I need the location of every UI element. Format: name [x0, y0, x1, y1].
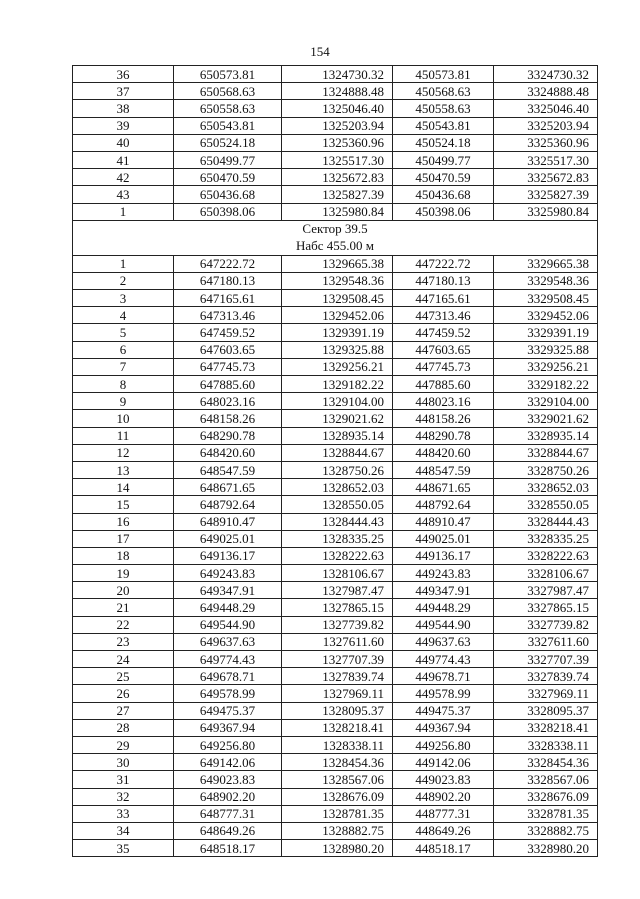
x-alt-coordinate-cell: 450398.06: [393, 203, 494, 220]
point-number-cell: 2: [73, 272, 174, 289]
y-alt-coordinate-cell: 3325827.39: [494, 186, 598, 203]
x-coordinate-cell: 649475.37: [174, 702, 282, 719]
x-coordinate-cell: 649578.99: [174, 685, 282, 702]
point-number-cell: 32: [73, 788, 174, 805]
y-alt-coordinate-cell: 3329256.21: [494, 358, 598, 375]
x-coordinate-cell: 650398.06: [174, 203, 282, 220]
y-coordinate-cell: 1325360.96: [282, 134, 393, 151]
y-alt-coordinate-cell: 3328676.09: [494, 788, 598, 805]
x-coordinate-cell: 650543.81: [174, 117, 282, 134]
y-coordinate-cell: 1329182.22: [282, 376, 393, 393]
x-alt-coordinate-cell: 450436.68: [393, 186, 494, 203]
y-coordinate-cell: 1327865.15: [282, 599, 393, 616]
x-alt-coordinate-cell: 447459.52: [393, 324, 494, 341]
x-alt-coordinate-cell: 447885.60: [393, 376, 494, 393]
point-number-cell: 22: [73, 616, 174, 633]
table-row: [73, 788, 598, 805]
table-row: [73, 134, 598, 151]
table-row: [73, 496, 598, 513]
x-alt-coordinate-cell: 448910.47: [393, 513, 494, 530]
y-alt-coordinate-cell: 3328652.03: [494, 479, 598, 496]
point-number-cell: 31: [73, 771, 174, 788]
y-coordinate-cell: 1328335.25: [282, 530, 393, 547]
y-alt-coordinate-cell: 3329548.36: [494, 272, 598, 289]
y-alt-coordinate-cell: 3328980.20: [494, 840, 598, 857]
point-number-cell: 18: [73, 547, 174, 564]
y-alt-coordinate-cell: 3328444.43: [494, 513, 598, 530]
x-alt-coordinate-cell: 450573.81: [393, 66, 494, 83]
point-number-cell: 27: [73, 702, 174, 719]
point-number-cell: 11: [73, 427, 174, 444]
table-row: [73, 685, 598, 702]
table-row: [73, 341, 598, 358]
x-alt-coordinate-cell: 448518.17: [393, 840, 494, 857]
point-number-cell: 3: [73, 290, 174, 307]
x-coordinate-cell: 649678.71: [174, 668, 282, 685]
point-number-cell: 7: [73, 358, 174, 375]
y-alt-coordinate-cell: 3328222.63: [494, 547, 598, 564]
point-number-cell: 28: [73, 719, 174, 736]
y-alt-coordinate-cell: 3328454.36: [494, 754, 598, 771]
point-number-cell: 26: [73, 685, 174, 702]
x-alt-coordinate-cell: 449544.90: [393, 616, 494, 633]
x-alt-coordinate-cell: 449142.06: [393, 754, 494, 771]
y-alt-coordinate-cell: 3328935.14: [494, 427, 598, 444]
y-coordinate-cell: 1329452.06: [282, 307, 393, 324]
point-number-cell: 12: [73, 444, 174, 461]
point-number-cell: 1: [73, 255, 174, 272]
table-row: [73, 547, 598, 564]
table-row: [73, 255, 598, 272]
y-alt-coordinate-cell: 3329508.45: [494, 290, 598, 307]
point-number-cell: 24: [73, 651, 174, 668]
x-coordinate-cell: 648792.64: [174, 496, 282, 513]
y-coordinate-cell: 1328750.26: [282, 461, 393, 478]
table-row: [73, 651, 598, 668]
x-coordinate-cell: 648649.26: [174, 822, 282, 839]
table-row: [73, 393, 598, 410]
x-alt-coordinate-cell: 448671.65: [393, 479, 494, 496]
y-coordinate-cell: 1327987.47: [282, 582, 393, 599]
y-coordinate-cell: 1328454.36: [282, 754, 393, 771]
table-row: [73, 427, 598, 444]
y-coordinate-cell: 1325517.30: [282, 151, 393, 168]
y-alt-coordinate-cell: 3328095.37: [494, 702, 598, 719]
point-number-cell: 1: [73, 203, 174, 220]
y-alt-coordinate-cell: 3325203.94: [494, 117, 598, 134]
x-coordinate-cell: 647459.52: [174, 324, 282, 341]
section-title: Сектор 39.5: [302, 221, 368, 237]
x-coordinate-cell: 649256.80: [174, 736, 282, 753]
y-coordinate-cell: 1328935.14: [282, 427, 393, 444]
x-coordinate-cell: 649544.90: [174, 616, 282, 633]
point-number-cell: 15: [73, 496, 174, 513]
point-number-cell: 5: [73, 324, 174, 341]
x-alt-coordinate-cell: 449475.37: [393, 702, 494, 719]
table-row: [73, 702, 598, 719]
table-row: [73, 376, 598, 393]
point-number-cell: 29: [73, 736, 174, 753]
x-coordinate-cell: 650436.68: [174, 186, 282, 203]
y-alt-coordinate-cell: 3325046.40: [494, 100, 598, 117]
x-alt-coordinate-cell: 448547.59: [393, 461, 494, 478]
y-coordinate-cell: 1328676.09: [282, 788, 393, 805]
x-alt-coordinate-cell: 448777.31: [393, 805, 494, 822]
x-coordinate-cell: 649243.83: [174, 565, 282, 582]
table-row: [73, 736, 598, 753]
y-coordinate-cell: 1329508.45: [282, 290, 393, 307]
x-coordinate-cell: 649448.29: [174, 599, 282, 616]
table-row: [73, 461, 598, 478]
x-coordinate-cell: 647603.65: [174, 341, 282, 358]
y-coordinate-cell: 1329256.21: [282, 358, 393, 375]
y-alt-coordinate-cell: 3328882.75: [494, 822, 598, 839]
y-coordinate-cell: 1325203.94: [282, 117, 393, 134]
x-coordinate-cell: 649347.91: [174, 582, 282, 599]
y-coordinate-cell: 1328444.43: [282, 513, 393, 530]
table-row: [73, 599, 598, 616]
y-alt-coordinate-cell: 3327707.39: [494, 651, 598, 668]
x-coordinate-cell: 650470.59: [174, 169, 282, 186]
x-alt-coordinate-cell: 447222.72: [393, 255, 494, 272]
x-coordinate-cell: 648910.47: [174, 513, 282, 530]
page-number: 154: [310, 44, 330, 59]
y-alt-coordinate-cell: 3325517.30: [494, 151, 598, 168]
table-row: [73, 771, 598, 788]
y-coordinate-cell: 1328095.37: [282, 702, 393, 719]
table-row: [73, 410, 598, 427]
coordinates-table: [72, 65, 598, 857]
x-alt-coordinate-cell: 449023.83: [393, 771, 494, 788]
y-coordinate-cell: 1328652.03: [282, 479, 393, 496]
x-coordinate-cell: 648902.20: [174, 788, 282, 805]
x-coordinate-cell: 648420.60: [174, 444, 282, 461]
table-row: [73, 307, 598, 324]
x-alt-coordinate-cell: 449448.29: [393, 599, 494, 616]
point-number-cell: 16: [73, 513, 174, 530]
x-coordinate-cell: 647180.13: [174, 272, 282, 289]
y-alt-coordinate-cell: 3328338.11: [494, 736, 598, 753]
point-number-cell: 37: [73, 83, 174, 100]
y-coordinate-cell: 1328338.11: [282, 736, 393, 753]
y-coordinate-cell: 1329548.36: [282, 272, 393, 289]
x-alt-coordinate-cell: 448792.64: [393, 496, 494, 513]
y-coordinate-cell: 1325980.84: [282, 203, 393, 220]
point-number-cell: 42: [73, 169, 174, 186]
x-alt-coordinate-cell: 447603.65: [393, 341, 494, 358]
table-row: [73, 186, 598, 203]
x-coordinate-cell: 647885.60: [174, 376, 282, 393]
point-number-cell: 35: [73, 840, 174, 857]
x-alt-coordinate-cell: 449136.17: [393, 547, 494, 564]
x-alt-coordinate-cell: 450470.59: [393, 169, 494, 186]
y-coordinate-cell: 1327611.60: [282, 633, 393, 650]
x-alt-coordinate-cell: 447165.61: [393, 290, 494, 307]
y-coordinate-cell: 1328781.35: [282, 805, 393, 822]
y-alt-coordinate-cell: 3327865.15: [494, 599, 598, 616]
coordinates-block-upper: [73, 66, 598, 221]
point-number-cell: 9: [73, 393, 174, 410]
x-coordinate-cell: 650524.18: [174, 134, 282, 151]
y-alt-coordinate-cell: 3328335.25: [494, 530, 598, 547]
y-alt-coordinate-cell: 3324730.32: [494, 66, 598, 83]
point-number-cell: 10: [73, 410, 174, 427]
y-alt-coordinate-cell: 3328218.41: [494, 719, 598, 736]
y-coordinate-cell: 1328222.63: [282, 547, 393, 564]
y-coordinate-cell: 1328218.41: [282, 719, 393, 736]
y-coordinate-cell: 1327739.82: [282, 616, 393, 633]
point-number-cell: 23: [73, 633, 174, 650]
point-number-cell: 21: [73, 599, 174, 616]
y-coordinate-cell: 1327707.39: [282, 651, 393, 668]
coordinates-block-lower: [73, 255, 598, 857]
x-alt-coordinate-cell: 449243.83: [393, 565, 494, 582]
y-alt-coordinate-cell: 3329665.38: [494, 255, 598, 272]
point-number-cell: 6: [73, 341, 174, 358]
y-coordinate-cell: 1328844.67: [282, 444, 393, 461]
y-coordinate-cell: 1329021.62: [282, 410, 393, 427]
point-number-cell: 36: [73, 66, 174, 83]
x-alt-coordinate-cell: 448023.16: [393, 393, 494, 410]
x-alt-coordinate-cell: 447313.46: [393, 307, 494, 324]
point-number-cell: 41: [73, 151, 174, 168]
x-alt-coordinate-cell: 450558.63: [393, 100, 494, 117]
table-row: [73, 822, 598, 839]
x-coordinate-cell: 648290.78: [174, 427, 282, 444]
y-alt-coordinate-cell: 3329104.00: [494, 393, 598, 410]
x-coordinate-cell: 648518.17: [174, 840, 282, 857]
x-coordinate-cell: 649025.01: [174, 530, 282, 547]
table-row: [73, 169, 598, 186]
x-coordinate-cell: 649142.06: [174, 754, 282, 771]
table-row: [73, 117, 598, 134]
x-coordinate-cell: 647222.72: [174, 255, 282, 272]
y-coordinate-cell: 1324888.48: [282, 83, 393, 100]
y-coordinate-cell: 1328106.67: [282, 565, 393, 582]
x-coordinate-cell: 648671.65: [174, 479, 282, 496]
table-row: [73, 66, 598, 83]
y-alt-coordinate-cell: 3327839.74: [494, 668, 598, 685]
x-coordinate-cell: 650573.81: [174, 66, 282, 83]
point-number-cell: 34: [73, 822, 174, 839]
table-row: [73, 203, 598, 220]
table-row: [73, 100, 598, 117]
x-alt-coordinate-cell: 450568.63: [393, 83, 494, 100]
point-number-cell: 30: [73, 754, 174, 771]
x-alt-coordinate-cell: 450524.18: [393, 134, 494, 151]
x-alt-coordinate-cell: 448902.20: [393, 788, 494, 805]
table-row: [73, 513, 598, 530]
x-alt-coordinate-cell: 449367.94: [393, 719, 494, 736]
y-coordinate-cell: 1328550.05: [282, 496, 393, 513]
table-row: [73, 324, 598, 341]
y-coordinate-cell: 1325046.40: [282, 100, 393, 117]
y-coordinate-cell: 1329104.00: [282, 393, 393, 410]
x-coordinate-cell: 647165.61: [174, 290, 282, 307]
table-row: [73, 582, 598, 599]
x-alt-coordinate-cell: 450499.77: [393, 151, 494, 168]
point-number-cell: 25: [73, 668, 174, 685]
point-number-cell: 4: [73, 307, 174, 324]
y-alt-coordinate-cell: 3324888.48: [494, 83, 598, 100]
y-alt-coordinate-cell: 3329391.19: [494, 324, 598, 341]
y-alt-coordinate-cell: 3327739.82: [494, 616, 598, 633]
y-coordinate-cell: 1325827.39: [282, 186, 393, 203]
x-alt-coordinate-cell: 449025.01: [393, 530, 494, 547]
x-alt-coordinate-cell: 448290.78: [393, 427, 494, 444]
table-row: [73, 358, 598, 375]
table-row: [73, 290, 598, 307]
x-alt-coordinate-cell: 449256.80: [393, 736, 494, 753]
point-number-cell: 39: [73, 117, 174, 134]
table-row: [73, 479, 598, 496]
point-number-cell: 40: [73, 134, 174, 151]
y-alt-coordinate-cell: 3328106.67: [494, 565, 598, 582]
x-coordinate-cell: 649136.17: [174, 547, 282, 564]
y-alt-coordinate-cell: 3325980.84: [494, 203, 598, 220]
x-alt-coordinate-cell: 449678.71: [393, 668, 494, 685]
x-alt-coordinate-cell: 448420.60: [393, 444, 494, 461]
x-coordinate-cell: 648547.59: [174, 461, 282, 478]
y-alt-coordinate-cell: 3328844.67: [494, 444, 598, 461]
y-alt-coordinate-cell: 3327969.11: [494, 685, 598, 702]
y-alt-coordinate-cell: 3327611.60: [494, 633, 598, 650]
y-alt-coordinate-cell: 3328550.05: [494, 496, 598, 513]
table-row: [73, 616, 598, 633]
table-row: [73, 272, 598, 289]
y-coordinate-cell: 1327969.11: [282, 685, 393, 702]
section-header-row: [73, 220, 598, 255]
point-number-cell: 20: [73, 582, 174, 599]
y-coordinate-cell: 1329391.19: [282, 324, 393, 341]
x-alt-coordinate-cell: 448649.26: [393, 822, 494, 839]
y-coordinate-cell: 1325672.83: [282, 169, 393, 186]
y-alt-coordinate-cell: 3328750.26: [494, 461, 598, 478]
table-row: [73, 633, 598, 650]
section-subtitle: Набс 455.00 м: [295, 237, 375, 253]
x-alt-coordinate-cell: 449347.91: [393, 582, 494, 599]
point-number-cell: 8: [73, 376, 174, 393]
x-coordinate-cell: 649367.94: [174, 719, 282, 736]
x-alt-coordinate-cell: 447180.13: [393, 272, 494, 289]
x-alt-coordinate-cell: 449637.63: [393, 633, 494, 650]
x-alt-coordinate-cell: 449578.99: [393, 685, 494, 702]
y-alt-coordinate-cell: 3329021.62: [494, 410, 598, 427]
y-alt-coordinate-cell: 3328781.35: [494, 805, 598, 822]
x-coordinate-cell: 649637.63: [174, 633, 282, 650]
table-row: [73, 840, 598, 857]
point-number-cell: 17: [73, 530, 174, 547]
y-coordinate-cell: 1328567.06: [282, 771, 393, 788]
point-number-cell: 43: [73, 186, 174, 203]
table-row: [73, 668, 598, 685]
point-number-cell: 14: [73, 479, 174, 496]
section-header-cell: [73, 220, 598, 255]
table-row: [73, 444, 598, 461]
y-coordinate-cell: 1327839.74: [282, 668, 393, 685]
x-coordinate-cell: 647745.73: [174, 358, 282, 375]
y-coordinate-cell: 1328882.75: [282, 822, 393, 839]
y-coordinate-cell: 1328980.20: [282, 840, 393, 857]
x-coordinate-cell: 647313.46: [174, 307, 282, 324]
point-number-cell: 33: [73, 805, 174, 822]
y-alt-coordinate-cell: 3329325.88: [494, 341, 598, 358]
point-number-cell: 38: [73, 100, 174, 117]
x-coordinate-cell: 648023.16: [174, 393, 282, 410]
table-row: [73, 83, 598, 100]
table-row: [73, 151, 598, 168]
x-alt-coordinate-cell: 447745.73: [393, 358, 494, 375]
x-alt-coordinate-cell: 450543.81: [393, 117, 494, 134]
y-coordinate-cell: 1329325.88: [282, 341, 393, 358]
table-row: [73, 565, 598, 582]
y-alt-coordinate-cell: 3329452.06: [494, 307, 598, 324]
table-row: [73, 719, 598, 736]
x-alt-coordinate-cell: 449774.43: [393, 651, 494, 668]
point-number-cell: 19: [73, 565, 174, 582]
point-number-cell: 13: [73, 461, 174, 478]
x-coordinate-cell: 650558.63: [174, 100, 282, 117]
table-row: [73, 805, 598, 822]
section-header-block: [73, 220, 598, 255]
x-coordinate-cell: 649774.43: [174, 651, 282, 668]
x-coordinate-cell: 648158.26: [174, 410, 282, 427]
y-alt-coordinate-cell: 3328567.06: [494, 771, 598, 788]
x-coordinate-cell: 649023.83: [174, 771, 282, 788]
table-row: [73, 754, 598, 771]
table-row: [73, 530, 598, 547]
x-coordinate-cell: 648777.31: [174, 805, 282, 822]
y-alt-coordinate-cell: 3325672.83: [494, 169, 598, 186]
x-coordinate-cell: 650568.63: [174, 83, 282, 100]
y-coordinate-cell: 1329665.38: [282, 255, 393, 272]
x-alt-coordinate-cell: 448158.26: [393, 410, 494, 427]
y-alt-coordinate-cell: 3329182.22: [494, 376, 598, 393]
y-alt-coordinate-cell: 3327987.47: [494, 582, 598, 599]
x-coordinate-cell: 650499.77: [174, 151, 282, 168]
y-coordinate-cell: 1324730.32: [282, 66, 393, 83]
y-alt-coordinate-cell: 3325360.96: [494, 134, 598, 151]
